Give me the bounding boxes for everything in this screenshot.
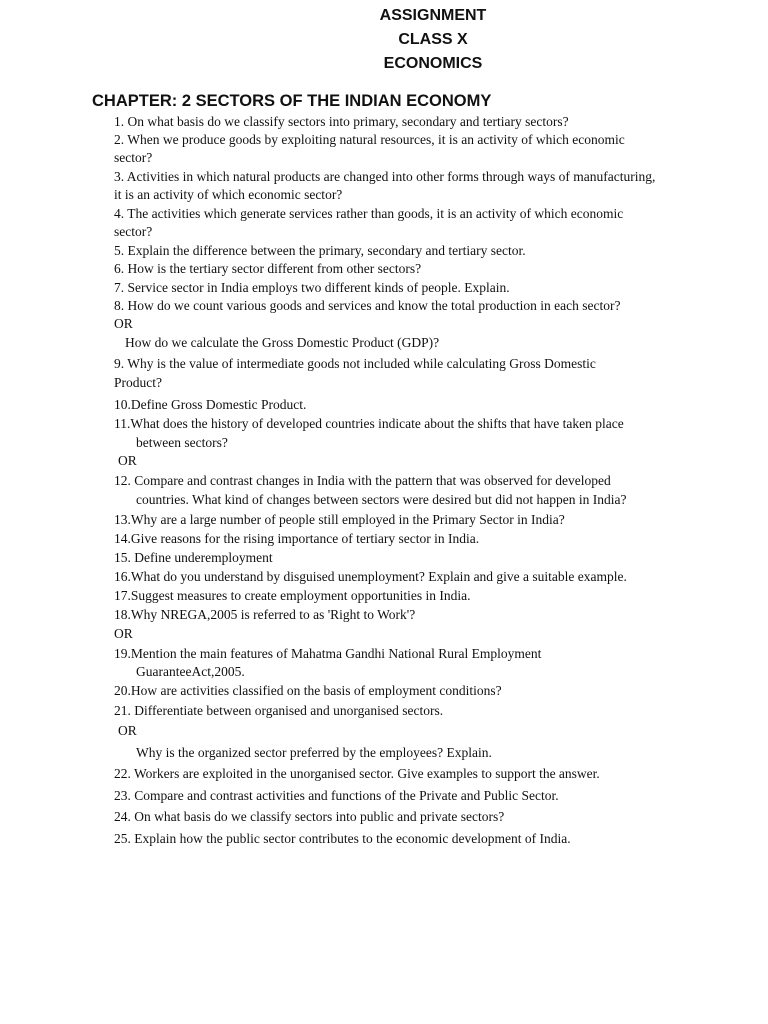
question-line: 8. How do we count various goods and services and know the total production in each sector? <box>114 298 621 313</box>
question-line: 14.Give reasons for the rising importance of tertiary sector in India. <box>114 531 480 546</box>
question-line: 11.What does the history of developed countries indicate about the shifts that have taken place <box>114 416 624 431</box>
question-line: between sectors? <box>136 435 228 450</box>
question-line: 4. The activities which generate services rather than goods, it is an activity of which economic <box>114 206 624 221</box>
question-line: 21. Differentiate between organised and unorganised sectors. <box>114 703 444 718</box>
question-line: countries. What kind of changes between sectors were desired but did not happen in India? <box>136 492 627 507</box>
question-line: 1. On what basis do we classify sectors into primary, secondary and tertiary sectors? <box>114 114 569 129</box>
question-line: 10.Define Gross Domestic Product. <box>114 397 307 412</box>
question-line: 17.Suggest measures to create employment opportunities in India. <box>114 588 471 603</box>
question-line: it is an activity of which economic sector? <box>114 187 343 202</box>
question-line: 3. Activities in which natural products are changed into other forms through ways of manufacturing, <box>114 169 656 184</box>
question-line: 6. How is the tertiary sector different from other sectors? <box>114 261 422 276</box>
or-separator: OR <box>114 626 133 641</box>
question-line: 16.What do you understand by disguised unemployment? Explain and give a suitable example. <box>114 569 627 584</box>
question-line: Why is the organized sector preferred by the employees? Explain. <box>136 745 492 760</box>
question-line: 20.How are activities classified on the basis of employment conditions? <box>114 683 502 698</box>
question-line: 13.Why are a large number of people still employed in the Primary Sector in India? <box>114 512 565 527</box>
question-line: 15. Define underemployment <box>114 550 273 565</box>
question-line: How do we calculate the Gross Domestic Product (GDP)? <box>125 335 440 350</box>
question-line: 24. On what basis do we classify sectors into public and private sectors? <box>114 809 505 824</box>
or-separator: OR <box>118 723 137 738</box>
document-header <box>0 4 768 76</box>
question-line: 22. Workers are exploited in the unorganised sector. Give examples to support the answer. <box>114 766 600 781</box>
header-subject: ECONOMICS <box>383 55 483 72</box>
question-line: sector? <box>114 150 153 165</box>
chapter-title: CHAPTER: 2 SECTORS OF THE INDIAN ECONOMY <box>92 92 492 110</box>
question-line: 25. Explain how the public sector contributes to the economic development of India. <box>114 831 571 846</box>
header-class: CLASS X <box>398 31 468 48</box>
question-line: 23. Compare and contrast activities and functions of the Private and Public Sector. <box>114 788 559 803</box>
question-line: 2. When we produce goods by exploiting natural resources, it is an activity of which economic <box>114 132 625 147</box>
question-line: sector? <box>114 224 153 239</box>
or-separator: OR <box>118 453 137 468</box>
question-line: 18.Why NREGA,2005 is referred to as 'Right to Work'? <box>114 607 416 622</box>
question-line: 9. Why is the value of intermediate goods not included while calculating Gross Domestic <box>114 356 596 371</box>
question-line: 19.Mention the main features of Mahatma Gandhi National Rural Employment <box>114 646 542 661</box>
or-separator: OR <box>114 316 133 331</box>
question-line: GuaranteeAct,2005. <box>136 664 245 679</box>
question-line: Product? <box>114 375 162 390</box>
header-assignment: ASSIGNMENT <box>379 7 487 24</box>
question-line: 5. Explain the difference between the primary, secondary and tertiary sector. <box>114 243 526 258</box>
question-line: 7. Service sector in India employs two different kinds of people. Explain. <box>114 280 510 295</box>
question-line: 12. Compare and contrast changes in India with the pattern that was observed for developed <box>114 473 611 488</box>
